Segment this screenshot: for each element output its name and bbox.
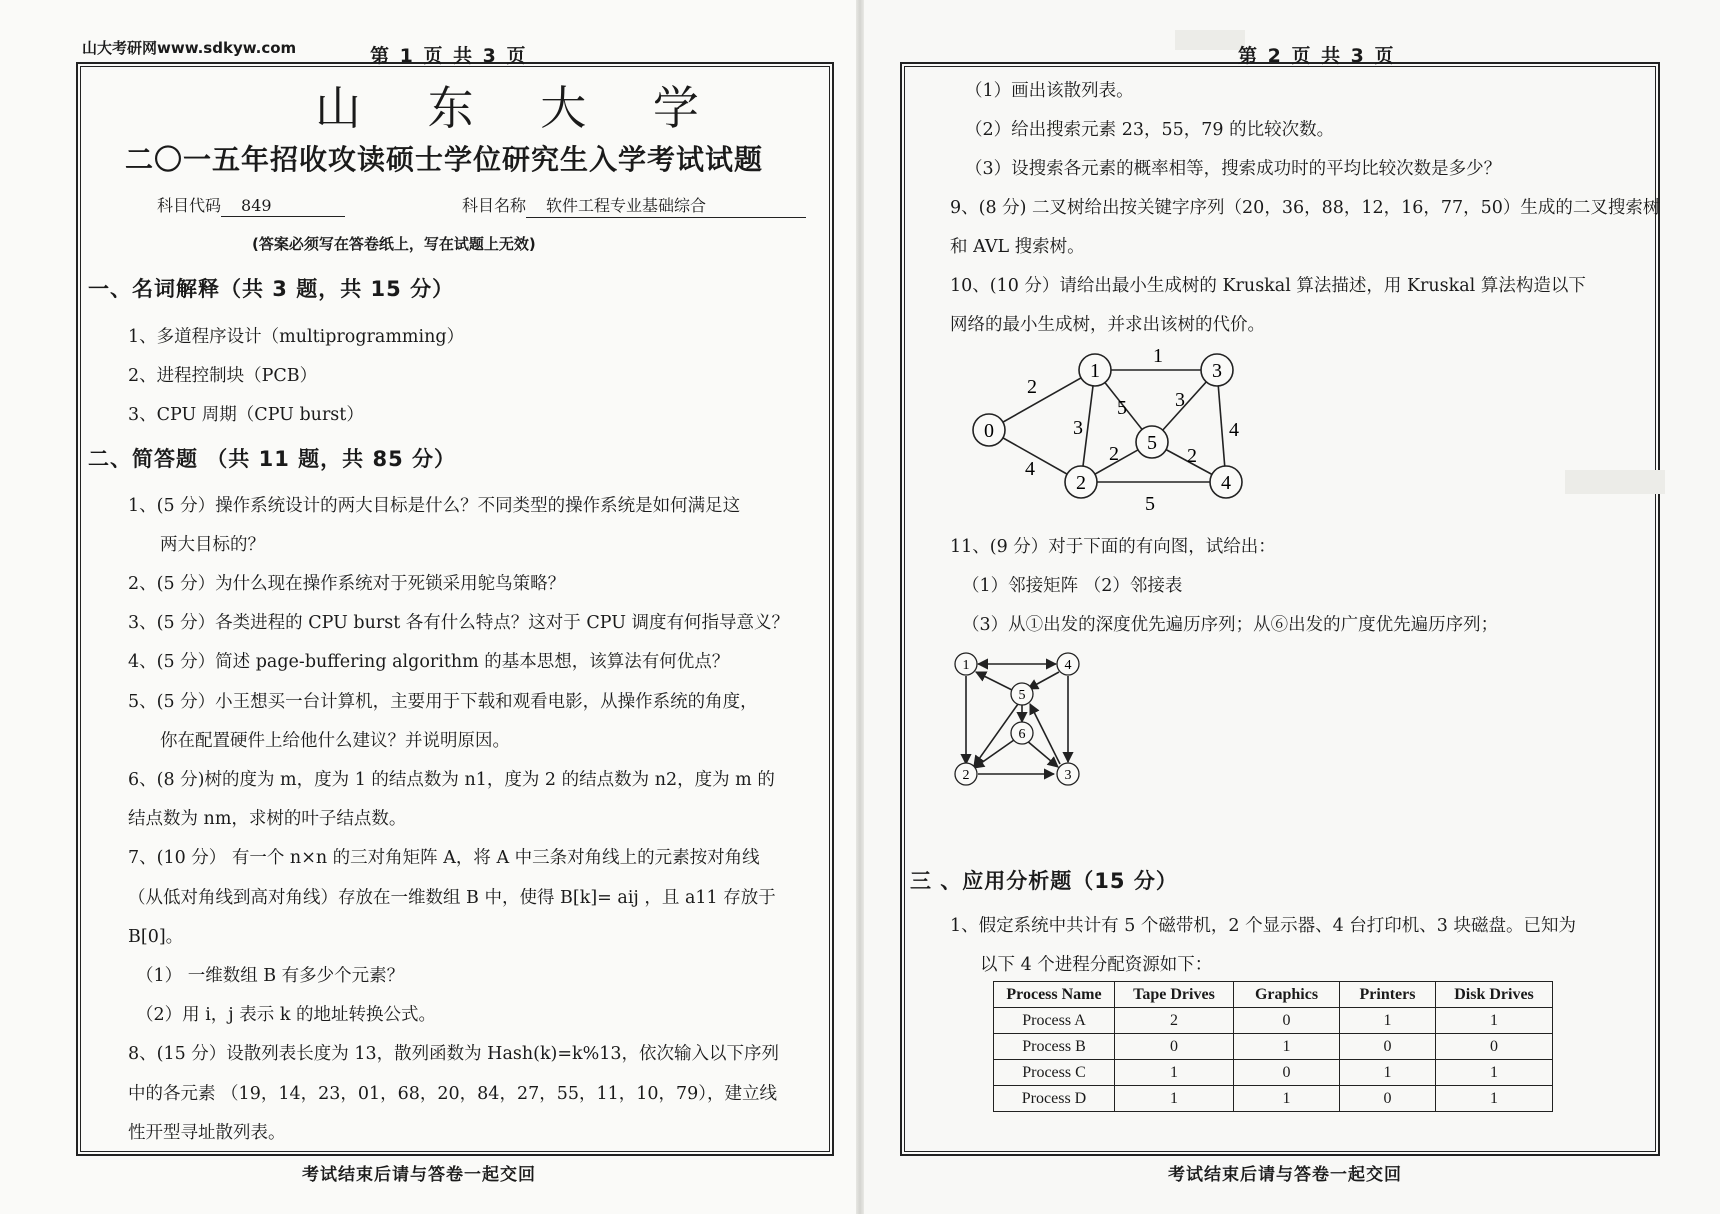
edge-weight: 4: [1025, 458, 1035, 480]
edge-weight: 2: [1187, 445, 1197, 467]
table-row: [994, 1008, 1553, 1034]
table-header-row: [994, 982, 1553, 1008]
question-line: （2）用 i，j 表示 k 的地址转换公式。: [136, 1005, 437, 1025]
graph-node: [1057, 763, 1079, 785]
question-line: 6、(8 分)树的度为 m，度为 1 的结点数为 n1，度为 2 的结点数为 n2，度为 m 的: [128, 770, 775, 790]
edge-weight: 1: [1153, 345, 1163, 367]
question-line: 中的各元素 （19，14，23，01，68，20，84，27，55，11，10，79），建立线: [128, 1084, 778, 1104]
page-number: 第 1 页 共 3 页: [370, 45, 528, 67]
column-header: Disk Drives: [1436, 982, 1553, 1008]
svg-text:1: 1: [962, 658, 970, 673]
graph-edge: [974, 740, 1014, 768]
table-cell: 0: [1234, 1060, 1340, 1086]
svg-text:5: 5: [1147, 432, 1157, 454]
page-footer: 考试结束后请与答卷一起交回: [302, 1165, 536, 1185]
graph-edge: [1026, 740, 1058, 767]
table-row: [994, 1034, 1553, 1060]
edge-weight: 2: [1027, 376, 1037, 398]
question-line: （2）给出搜索元素 23，55，79 的比较次数。: [965, 120, 1335, 140]
question-line: （3）从①出发的深度优先遍历序列；从⑥出发的广度优先遍历序列；: [962, 615, 1499, 635]
question-line: 9、(8 分) 二叉树给出按关键字序列（20，36，88，12，16，77，50）生成的二叉搜索树: [950, 198, 1661, 218]
svg-text:4: 4: [1221, 472, 1231, 494]
subject-code: 849: [221, 196, 345, 217]
edge-weight: 3: [1175, 389, 1185, 411]
column-header: Tape Drives: [1115, 982, 1234, 1008]
page-number: 第 2 页 共 3 页: [1238, 45, 1396, 67]
table-cell: Process A: [994, 1008, 1115, 1034]
subject-name-label: 科目名称: [462, 196, 527, 215]
svg-text:2: 2: [1076, 472, 1086, 494]
graph-node: [973, 414, 1005, 446]
graph-edge: [1028, 672, 1059, 689]
question-line: （3）设搜索各元素的概率相等，搜索成功时的平均比较次数是多少？: [965, 159, 1502, 179]
table-cell: 1: [1115, 1060, 1234, 1086]
question-line: 1、(5 分）操作系统设计的两大目标是什么？不同类型的操作系统是如何满足这: [128, 496, 741, 516]
question-line: 结点数为 nm，求树的叶子结点数。: [128, 809, 407, 829]
column-header: Process Name: [994, 982, 1115, 1008]
table-cell: 1: [1436, 1008, 1553, 1034]
bleed-through-mark: [1565, 470, 1665, 494]
question-line: 网络的最小生成树，并求出该树的代价。: [950, 315, 1265, 335]
svg-text:6: 6: [1018, 727, 1026, 742]
graph-node: [1210, 466, 1242, 498]
question-line: 2、(5 分）为什么现在操作系统对于死锁采用鸵鸟策略？: [128, 574, 566, 594]
table-cell: 0: [1115, 1034, 1234, 1060]
graph-edge: [1081, 370, 1095, 482]
graph-node: [1201, 354, 1233, 386]
question-line: 11、(9 分）对于下面的有向图，试给出：: [950, 537, 1276, 557]
column-header: Graphics: [1234, 982, 1340, 1008]
section-3-title: 三 、应用分析题（15 分）: [910, 869, 1178, 893]
question-line: B[0]。: [128, 927, 184, 947]
table-row: [994, 1060, 1553, 1086]
table-cell: Process B: [994, 1034, 1115, 1060]
graph-edge: [1217, 370, 1226, 482]
question-line: 以下 4 个进程分配资源如下：: [980, 955, 1213, 975]
question-line: 7、(10 分） 有一个 n×n 的三对角矩阵 A，将 A 中三条对角线上的元素按对角线: [128, 848, 760, 868]
question-line: 和 AVL 搜索树。: [950, 237, 1085, 257]
table-cell: 0: [1234, 1008, 1340, 1034]
section-1-title: 一、名词解释（共 3 题，共 15 分）: [88, 277, 455, 301]
edge-weight: 2: [1109, 443, 1119, 465]
table-cell: 1: [1340, 1008, 1436, 1034]
svg-text:0: 0: [984, 420, 994, 442]
question-line: 8、(15 分）设散列表长度为 13，散列函数为 Hash(k)=k%13，依次输入以下序列: [128, 1044, 780, 1064]
resource-allocation-table: [993, 981, 1553, 1112]
graph-node: [1011, 683, 1033, 705]
table-cell: 1: [1340, 1060, 1436, 1086]
svg-text:3: 3: [1212, 360, 1222, 382]
table-cell: 1: [1115, 1086, 1234, 1112]
table-cell: 1: [1436, 1086, 1553, 1112]
svg-text:3: 3: [1064, 768, 1072, 783]
edge-weight: 5: [1117, 397, 1127, 419]
subject-code-row: [157, 193, 345, 217]
graph-node: [1136, 426, 1168, 458]
weighted-graph: [960, 340, 1260, 520]
graph-node: [955, 653, 977, 675]
table-cell: Process D: [994, 1086, 1115, 1112]
table-row: [994, 1086, 1553, 1112]
graph-node: [1057, 653, 1079, 675]
question-line: （1）邻接矩阵 （2）邻接表: [962, 576, 1183, 596]
directed-graph: [948, 646, 1088, 796]
table-cell: 0: [1340, 1086, 1436, 1112]
table-cell: 1: [1436, 1060, 1553, 1086]
table-cell: 2: [1115, 1008, 1234, 1034]
edge-weight: 4: [1229, 419, 1239, 441]
question-line: （1） 一维数组 B 有多少个元素？: [136, 966, 405, 986]
term-item: 1、多道程序设计（multiprogramming）: [128, 327, 465, 347]
page-footer: 考试结束后请与答卷一起交回: [1168, 1165, 1402, 1185]
table-cell: 1: [1234, 1034, 1340, 1060]
graph-node: [955, 763, 977, 785]
graph-node: [1079, 354, 1111, 386]
svg-text:4: 4: [1064, 658, 1072, 673]
svg-text:1: 1: [1090, 360, 1100, 382]
question-line: 1、假定系统中共计有 5 个磁带机，2 个显示器、4 台打印机、3 块磁盘。已知为: [950, 916, 1576, 936]
graph-node: [1065, 466, 1097, 498]
question-line: 4、(5 分）简述 page-buffering algorithm 的基本思想，该算法有何优点？: [128, 652, 730, 672]
table-cell: Process C: [994, 1060, 1115, 1086]
question-line: 10、(10 分）请给出最小生成树的 Kruskal 算法描述，用 Kruskal 算法构造以下: [950, 276, 1586, 296]
question-line: 5、(5 分）小王想买一台计算机，主要用于下载和观看电影，从操作系统的角度，: [128, 692, 758, 712]
table-cell: 1: [1234, 1086, 1340, 1112]
subject-name: 软件工程专业基础综合: [526, 193, 806, 218]
term-item: 2、进程控制块（PCB）: [128, 366, 318, 386]
question-line: 你在配置硬件上给他什么建议？并说明原因。: [160, 731, 510, 751]
subject-name-row: [462, 193, 806, 218]
graph-edge: [976, 672, 1016, 692]
answer-notice: (答案必须写在答卷纸上，写在试题上无效): [252, 235, 536, 253]
subject-code-label: 科目代码: [157, 196, 222, 215]
edge-weight: 5: [1145, 493, 1155, 515]
table-cell: 0: [1436, 1034, 1553, 1060]
svg-text:2: 2: [962, 768, 970, 783]
column-header: Printers: [1340, 982, 1436, 1008]
section-2-title: 二、简答题 （共 11 题，共 85 分）: [88, 447, 457, 471]
question-line: 性开型寻址散列表。: [128, 1123, 286, 1143]
term-item: 3、CPU 周期（CPU burst）: [128, 405, 364, 425]
question-line: 两大目标的？: [160, 535, 265, 555]
university-name: 山 东 大 学: [315, 81, 725, 135]
page-gutter: [856, 0, 864, 1214]
site-header: 山大考研网www.sdkyw.com: [82, 39, 297, 57]
question-line: 3、(5 分）各类进程的 CPU burst 各有什么特点？这对于 CPU 调度有何指导意义？: [128, 613, 790, 633]
edge-weight: 3: [1073, 417, 1083, 439]
graph-node: [1011, 722, 1033, 744]
bleed-through-mark: [1175, 30, 1245, 50]
svg-text:5: 5: [1018, 688, 1026, 703]
exam-title: 二〇一五年招收攻读硕士学位研究生入学考试试题: [125, 143, 764, 176]
question-line: （1）画出该散列表。: [965, 81, 1134, 101]
table-cell: 0: [1340, 1034, 1436, 1060]
question-line: （从低对角线到高对角线）存放在一维数组 B 中，使得 B[k]= aij ，且 a11 存放于: [128, 888, 776, 908]
